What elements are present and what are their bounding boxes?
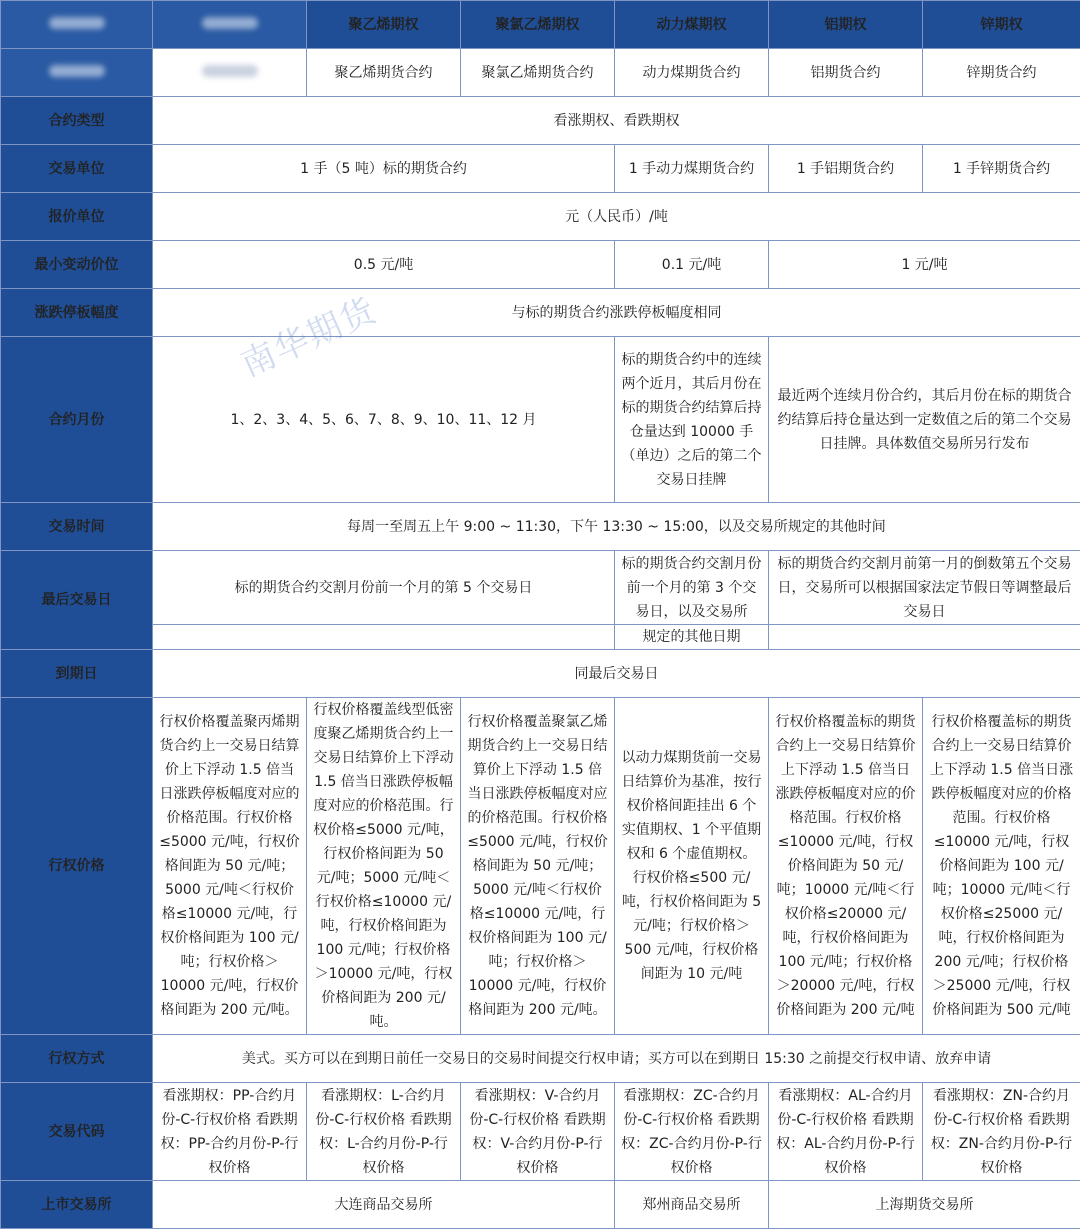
value-strike-pp: 行权价格覆盖聚丙烯期货合约上一交易日结算价上下浮动 1.5 倍当日涨跌停板幅度对应的价格范围。行权价格≤5000 元/吨，行权价格间距为 50 元/吨；5000 元/吨＜行权价格≤10000 元/吨，行权价格间距为 100 元/吨；行权价格＞10000 元/吨，行权价格间距为 200 元/吨。	[153, 698, 307, 1035]
underlying-zn: 锌期货合约	[923, 49, 1080, 97]
value-trading-unit-coal: 1 手动力煤期货合约	[615, 145, 769, 193]
value-codes-al: 看涨期权：AL-合约月份-C-行权价格 看跌期权：AL-合约月份-P-行权价格	[769, 1083, 923, 1181]
header-zn-options: 锌期权	[923, 1, 1080, 49]
row-months	[1, 337, 1080, 503]
label-exercise: 行权方式	[1, 1035, 153, 1083]
underlying-coal: 动力煤期货合约	[615, 49, 769, 97]
row-expiry	[1, 650, 1080, 698]
value-last-day-dce-cont	[153, 625, 615, 650]
value-exchange-shfe: 上海期货交易所	[769, 1181, 1080, 1229]
value-strike-al: 行权价格覆盖标的期货合约上一交易日结算价上下浮动 1.5 倍当日涨跌停板幅度对应的价格范围。行权价格≤10000 元/吨，行权价格间距为 50 元/吨；10000 元/吨＜行权价格≤20000 元/吨，行权价格间距为 100 元/吨；行权价格＞20000 元/吨，行权价格间距为 200 元/吨	[769, 698, 923, 1035]
value-codes-pp: 看涨期权：PP-合约月份-C-行权价格 看跌期权：PP-合约月份-P-行权价格	[153, 1083, 307, 1181]
label-months: 合约月份	[1, 337, 153, 503]
header-pvc-options: 聚氯乙烯期权	[461, 1, 615, 49]
value-last-day-dce: 标的期货合约交割月份前一个月的第 5 个交易日	[153, 551, 615, 625]
header-al-options: 铝期权	[769, 1, 923, 49]
row-trading-unit	[1, 145, 1080, 193]
value-strike-coal: 以动力煤期货前一交易日结算价为基准，按行权价格间距挂出 6 个实值期权、1 个平值期权和 6 个虚值期权。行权价格≤500 元/吨，行权价格间距为 5 元/吨；行权价格＞500 元/吨，行权价格间距为 10 元/吨	[615, 698, 769, 1035]
value-exchange-coal: 郑州商品交易所	[615, 1181, 769, 1229]
value-last-day-shfe: 标的期货合约交割月前第一月的倒数第五个交易日，交易所可以根据国家法定节假日等调整最后交易日	[769, 551, 1080, 625]
blurred-underlying-value	[153, 49, 307, 97]
row-tick	[1, 241, 1080, 289]
row-quote-unit	[1, 193, 1080, 241]
row-codes	[1, 1083, 1080, 1181]
value-strike-pvc: 行权价格覆盖聚氯乙烯期货合约上一交易日结算价上下浮动 1.5 倍当日涨跌停板幅度对应的价格范围。行权价格≤5000 元/吨，行权价格间距为 50 元/吨；5000 元/吨＜行权价格≤10000 元/吨，行权价格间距为 100 元/吨；行权价格＞10000 元/吨，行权价格间距为 200 元/吨。	[461, 698, 615, 1035]
value-months-coal: 标的期货合约中的连续两个近月，其后月份在标的期货合约结算后持仓量达到 10000 手（单边）之后的第二个交易日挂牌	[615, 337, 769, 503]
value-codes-pvc: 看涨期权：V-合约月份-C-行权价格 看跌期权：V-合约月份-P-行权价格	[461, 1083, 615, 1181]
header-coal-options: 动力煤期权	[615, 1, 769, 49]
value-trading-unit-al: 1 手铝期货合约	[769, 145, 923, 193]
header-pe-options: 聚乙烯期权	[307, 1, 461, 49]
value-months-shfe: 最近两个连续月份合约，其后月份在标的期货合约结算后持仓量达到一定数值之后的第二个交易日挂牌。具体数值交易所另行发布	[769, 337, 1080, 503]
blurred-header-product	[153, 1, 307, 49]
row-last-day-cont	[1, 625, 1080, 650]
value-strike-zn: 行权价格覆盖标的期货合约上一交易日结算价上下浮动 1.5 倍当日涨跌停板幅度对应的价格范围。行权价格≤10000 元/吨，行权价格间距为 100 元/吨；10000 元/吨＜行权价格≤25000 元/吨，行权价格间距为 200 元/吨；行权价格＞25000 元/吨，行权价格间距为 500 元/吨	[923, 698, 1080, 1035]
label-contract-type: 合约类型	[1, 97, 153, 145]
underlying-row	[1, 49, 1080, 97]
value-codes-coal: 看涨期权：ZC-合约月份-C-行权价格 看跌期权：ZC-合约月份-P-行权价格	[615, 1083, 769, 1181]
underlying-al: 铝期货合约	[769, 49, 923, 97]
row-hours	[1, 503, 1080, 551]
value-hours: 每周一至周五上午 9:00 ~ 11:30，下午 13:30 ~ 15:00，以及交易所规定的其他时间	[153, 503, 1080, 551]
header-row	[1, 1, 1080, 49]
label-last-day: 最后交易日	[1, 551, 153, 650]
value-limit: 与标的期货合约涨跌停板幅度相同	[153, 289, 1080, 337]
value-expiry: 同最后交易日	[153, 650, 1080, 698]
label-expiry: 到期日	[1, 650, 153, 698]
value-quote-unit: 元（人民币）/吨	[153, 193, 1080, 241]
value-exchange-dce: 大连商品交易所	[153, 1181, 615, 1229]
label-exchange: 上市交易所	[1, 1181, 153, 1229]
value-exercise: 美式。买方可以在到期日前任一交易日的交易时间提交行权申请；买方可以在到期日 15:30 之前提交行权申请、放弃申请	[153, 1035, 1080, 1083]
value-codes-pe: 看涨期权：L-合约月份-C-行权价格 看跌期权：L-合约月份-P-行权价格	[307, 1083, 461, 1181]
label-limit: 涨跌停板幅度	[1, 289, 153, 337]
underlying-pvc: 聚氯乙烯期货合约	[461, 49, 615, 97]
row-limit	[1, 289, 1080, 337]
blurred-underlying-label	[1, 49, 153, 97]
value-strike-pe: 行权价格覆盖线型低密度聚乙烯期货合约上一交易日结算价上下浮动 1.5 倍当日涨跌停板幅度对应的价格范围。行权价格≤5000 元/吨，行权价格间距为 50 元/吨；5000 元/吨＜行权价格≤10000 元/吨，行权价格间距为 100 元/吨；行权价格＞10000 元/吨，行权价格间距为 200 元/吨。	[307, 698, 461, 1035]
label-tick: 最小变动价位	[1, 241, 153, 289]
value-codes-zn: 看涨期权：ZN-合约月份-C-行权价格 看跌期权：ZN-合约月份-P-行权价格	[923, 1083, 1080, 1181]
label-hours: 交易时间	[1, 503, 153, 551]
value-months-dce: 1、2、3、4、5、6、7、8、9、10、11、12 月	[153, 337, 615, 503]
label-codes: 交易代码	[1, 1083, 153, 1181]
row-contract-type	[1, 97, 1080, 145]
label-trading-unit: 交易单位	[1, 145, 153, 193]
blurred-header-label	[1, 1, 153, 49]
value-trading-unit-dce: 1 手（5 吨）标的期货合约	[153, 145, 615, 193]
underlying-pe: 聚乙烯期货合约	[307, 49, 461, 97]
value-last-day-shfe-cont	[769, 625, 1080, 650]
value-tick-coal: 0.1 元/吨	[615, 241, 769, 289]
watermark: 南华期货	[232, 264, 430, 396]
row-exercise	[1, 1035, 1080, 1083]
row-exchange	[1, 1181, 1080, 1229]
value-last-day-coal-cont: 规定的其他日期	[615, 625, 769, 650]
value-contract-type: 看涨期权、看跌期权	[153, 97, 1080, 145]
row-strike	[1, 698, 1080, 1035]
label-strike: 行权价格	[1, 698, 153, 1035]
value-trading-unit-zn: 1 手锌期货合约	[923, 145, 1080, 193]
value-tick-shfe: 1 元/吨	[769, 241, 1080, 289]
value-last-day-coal: 标的期货合约交割月份前一个月的第 3 个交易日，以及交易所	[615, 551, 769, 625]
label-quote-unit: 报价单位	[1, 193, 153, 241]
value-tick-dce: 0.5 元/吨	[153, 241, 615, 289]
row-last-day	[1, 551, 1080, 625]
